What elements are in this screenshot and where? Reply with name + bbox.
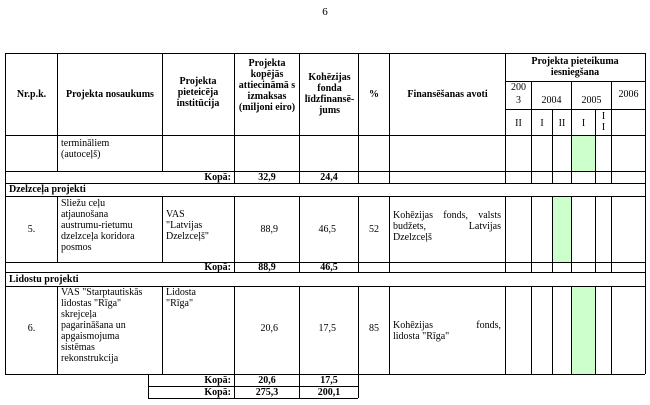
- subtotal-cohesion: 17,5: [320, 375, 338, 386]
- air-project-name: VAS "Starptautiskās lidostas "Rīga" skrejceļa pagarināšana un apgaismojuma sistēmas rekonstrukcija: [61, 287, 143, 364]
- cont-project-name: termināliem (autoceļš): [61, 138, 110, 160]
- rail-project-name: Sliežu ceļu atjaunošana austrumu-rietumu dzelzceļa koridora posmos: [61, 198, 135, 253]
- half-label: II: [558, 118, 566, 129]
- year-label: 2004: [541, 95, 562, 106]
- total-label: Kopā:: [204, 387, 231, 398]
- subtotal-cost: 20,6: [258, 375, 276, 386]
- total-cost: 275,3: [255, 387, 279, 398]
- subtotal-cohesion: 46,5: [320, 262, 338, 273]
- rail-sources: Kohēzijas fonds, valsts budžets, Latvijas Dzelzceļš: [393, 210, 501, 243]
- year-label: 2006: [618, 89, 639, 100]
- subtotal-cost: 32,9: [258, 172, 276, 183]
- section-air-title: Lidostu projekti: [9, 274, 79, 285]
- row-number: 6.: [27, 323, 36, 334]
- year-label: 3: [516, 95, 521, 106]
- header-institution: Projekta pieteicēja institūcija: [176, 76, 220, 109]
- rail-cost: 88,9: [260, 224, 278, 235]
- header-cohesion: Kohēzijas fonda līdzfinansē-jums: [304, 72, 355, 116]
- header-cost: Projekta kopējās attiecināmā s izmaksas (miljoni eiro): [238, 58, 296, 113]
- header-name: Projekta nosaukums: [66, 89, 154, 100]
- subtotal-cohesion: 24,4: [320, 172, 338, 183]
- highlight-cell: [571, 135, 595, 171]
- half-label: I: [601, 111, 606, 122]
- air-institution: Lidosta "Rīga": [166, 287, 196, 309]
- air-cohesion: 17,5: [318, 323, 336, 334]
- air-pct: 85: [369, 323, 379, 334]
- header-sources: Finansēšanas avoti: [407, 89, 488, 100]
- subtotal-cost: 88,9: [258, 262, 276, 273]
- subtotal-label: Kopā:: [204, 375, 231, 386]
- header-timeline: Projekta pieteikuma iesniegšana: [531, 56, 619, 78]
- row-number: 5.: [27, 224, 36, 235]
- year-label: 200: [511, 82, 526, 93]
- total-cohesion: 200,1: [317, 387, 341, 398]
- subtotal-label: Kopā:: [204, 172, 231, 183]
- rail-cohesion: 46,5: [318, 224, 336, 235]
- header-pct: %: [369, 89, 379, 100]
- page-number: 6: [322, 6, 328, 18]
- half-label: II: [515, 118, 522, 129]
- rail-pct: 52: [369, 224, 379, 235]
- air-cost: 20,6: [260, 323, 278, 334]
- half-label: I: [601, 122, 606, 133]
- highlight-cell: [552, 196, 571, 262]
- half-label: I: [581, 118, 586, 129]
- air-sources: Kohēzijas fonds, lidosta "Rīga": [393, 320, 501, 342]
- highlight-cell: [571, 286, 595, 374]
- header-nr: Nr.p.k.: [16, 89, 47, 100]
- section-rail-title: Dzelzceļa projekti: [9, 184, 86, 195]
- half-label: I: [540, 118, 544, 129]
- year-label: 2005: [581, 95, 602, 106]
- subtotal-label: Kopā:: [204, 262, 231, 273]
- rail-institution: VAS "Latvijas Dzelzceļš": [166, 209, 209, 242]
